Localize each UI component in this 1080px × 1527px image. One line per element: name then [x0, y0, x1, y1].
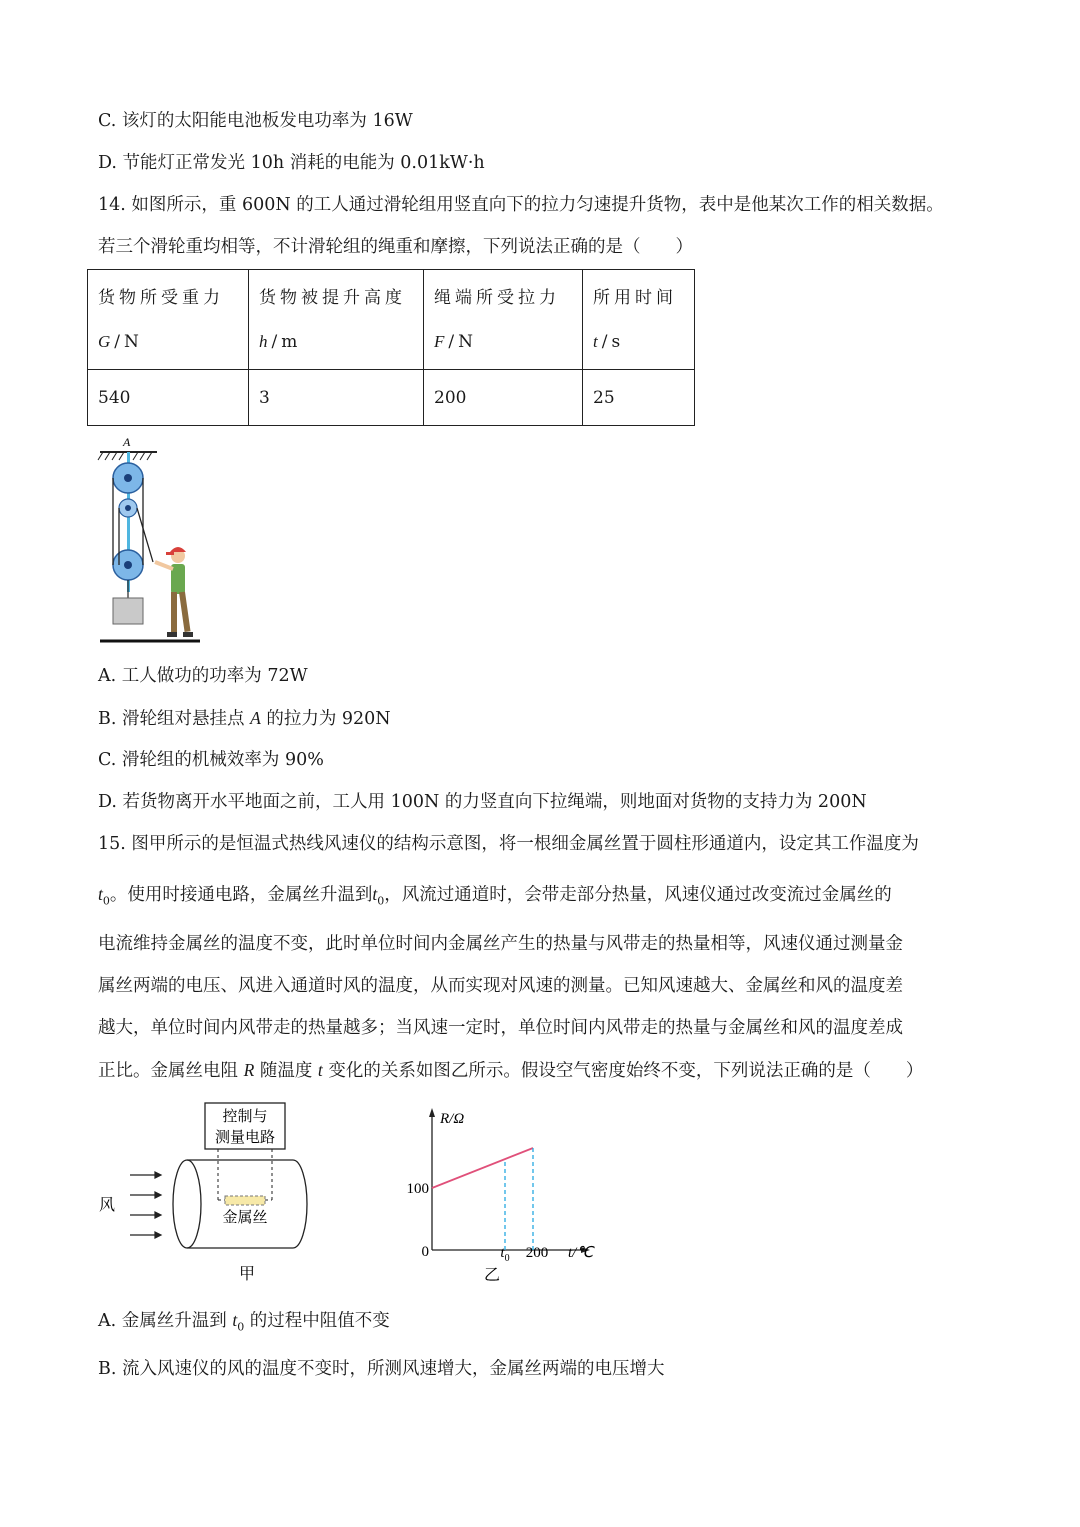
q14-stem-line2: 若三个滑轮重均相等，不计滑轮组的绳重和摩擦，下列说法正确的是（ ）: [98, 237, 693, 257]
y-axis-label: R/Ω: [440, 1111, 465, 1127]
metal-wire: [225, 1196, 265, 1205]
svg-text:甲: 甲: [238, 1264, 256, 1283]
q15-option-a: A. 金属丝升温到 $t_0$ 的过程中阻值不变: [98, 1310, 390, 1334]
q14-data-table: [87, 269, 695, 426]
resistance-temperature-chart: [395, 1105, 605, 1285]
series-line: [432, 1148, 533, 1188]
worker-icon: [155, 547, 193, 637]
wind-arrows: [130, 1172, 161, 1238]
q14-option-a: A. 工人做功的功率为 72W: [98, 666, 308, 686]
q14-stem-line1: 14. 如图所示，重 600N 的工人通过滑轮组用竖直向下的拉力匀速提升货物，表中是他某次工作的相关数据。: [98, 195, 944, 215]
q14-option-b: B. 滑轮组对悬挂点 A 的拉力为 920N: [98, 708, 391, 729]
table-header: 所用时间 t/s: [583, 270, 695, 370]
q15-stem-line4: 属丝两端的电压、风进入通道时风的温度，从而实现对风速的测量。已知风速越大、金属丝和风的温度差: [98, 976, 903, 996]
q13-option-c: C. 该灯的太阳能电池板发电功率为 16W: [98, 111, 413, 131]
q15-option-b: B. 流入风速仪的风的温度不变时，所测风速增大，金属丝两端的电压增大: [98, 1359, 665, 1379]
table-cell: 200: [424, 370, 583, 426]
q15-stem-line6: 正比。金属丝电阻 R 随温度 t 变化的关系如图乙所示。假设空气密度始终不变，下列说法正确的是（ ）: [98, 1060, 924, 1081]
chart-caption: 乙: [483, 1265, 501, 1284]
q15-stem-line5: 越大，单位时间内风带走的热量越多；当风速一定时，单位时间内风带走的热量与金属丝和风的温度差成: [98, 1018, 903, 1038]
anemometer-structure-figure: [95, 1100, 320, 1285]
svg-text:测量电路: 测量电路: [214, 1128, 276, 1146]
table-cell: 25: [583, 370, 695, 426]
cargo-block: [113, 598, 143, 624]
table-cell: 540: [88, 370, 249, 426]
table-header: 绳端所受拉力 F/N: [424, 270, 583, 370]
pulley-figure: [95, 432, 205, 648]
table-cell: 3: [249, 370, 424, 426]
point-a-label: A: [123, 435, 131, 449]
q15-stem-line2: $t_0$。使用时接通电路，金属丝升温到$t_0$，风流过通道时，会带走部分热量，风速仪通过改变流过金属丝的: [98, 884, 892, 908]
table-header: 货物被提升高度 h/m: [249, 270, 424, 370]
x-tick-200: 200: [525, 1245, 549, 1261]
q14-option-c: C. 滑轮组的机械效率为 90%: [98, 750, 324, 770]
svg-text:控制与: 控制与: [222, 1107, 268, 1125]
svg-text:风: 风: [99, 1195, 116, 1214]
q13-option-d: D. 节能灯正常发光 10h 消耗的电能为 0.01kW·h: [98, 153, 485, 173]
table-header: 货物所受重力 G/N: [88, 270, 249, 370]
q15-stem-line3: 电流维持金属丝的温度不变，此时单位时间内金属丝产生的热量与风带走的热量相等，风速仪通过测量金: [98, 934, 903, 954]
origin-label: 0: [421, 1244, 429, 1260]
q15-stem-line1: 15. 图甲所示的是恒温式热线风速仪的结构示意图，将一根细金属丝置于圆柱形通道内，设定其工作温度为: [98, 834, 919, 854]
x-tick-t0: $t_0$: [500, 1245, 510, 1264]
svg-text:金属丝: 金属丝: [222, 1208, 268, 1226]
x-axis-label: t/℃: [568, 1245, 594, 1261]
y-tick-100: 100: [406, 1181, 429, 1197]
q14-option-d: D. 若货物离开水平地面之前，工人用 100N 的力竖直向下拉绳端，则地面对货物的支持力为 200N: [98, 792, 867, 812]
